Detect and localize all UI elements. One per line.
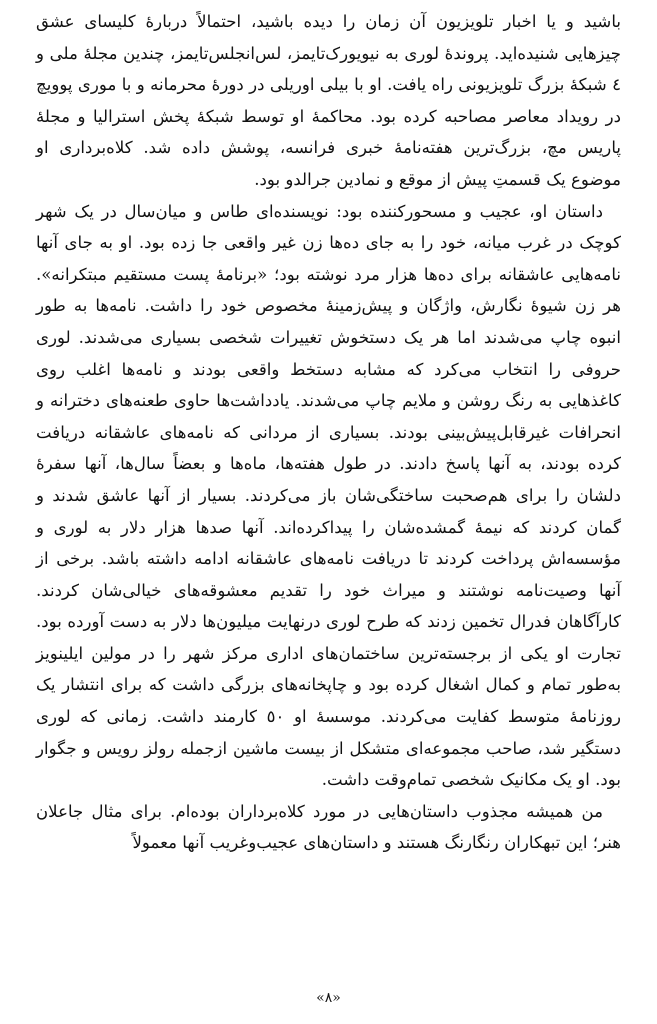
page-number: «٨»: [316, 990, 341, 1006]
paragraph-1: باشید و یا اخبار تلویزیون آن زمان را دیده باشید، احتمالاً دربارهٔ کلیسای عشق چیزهایی شنیده‌اید. پروندهٔ لوری به نیویورک‌تایمز، لس‌انجلس‌تایمز، چندین مجلهٔ ملی و ٤ شبکهٔ بزرگ تلویزیونی راه یافت. او با بیلی اوریلی در دورهٔ محرمانه و با موری پوویچ در رویداد معاصر مصاحبه کرده بود. محاکمهٔ او توسط شبکهٔ پخش استرالیا و مجلهٔ پاریس مچ، بزرگ‌ترین هفته‌نامهٔ خبری فرانسه، پوشش داده شد. کلاه‌برداری او موضوع یک قسمتِ پیش از موقع و نمادین جرالدو بود.: [36, 12, 621, 189]
body-text: [36, 6, 621, 859]
paragraph-2: داستان او، عجیب و مسحورکننده بود: نویسنده‌ای طاس و میان‌سال در یک شهر کوچک در غرب میانه، خود را به جای ده‌ها زن غیر واقعی جا زده بود. او به جای آنها نامه‌هایی عاشقانه برای ده‌ها هزار مرد نوشته بود؛ «برنامهٔ پست مستقیم مبتکرانه». هر زن شیوهٔ نگارش، واژگان و پیش‌زمینهٔ مخصوص خود را داشت. نامه‌ها به طور انبوه چاپ می‌شدند اما هر یک دستخوش تغییرات شخصی بسیاری می‌شدند. لوری حروفی را انتخاب می‌کرد که مشابه دستخط واقعی بودند و نامه‌ها اغلب روی کاغذهایی به رنگ روشن و ملایم چاپ می‌شدند. یادداشت‌ها حاوی طعنه‌های دخترانه و انحرافات غیرقابل‌پیش‌بینی بودند. بسیاری از مردانی که نامه‌های عاشقانه دریافت کرده بودند، به آنها پاسخ دادند. در طول هفته‌ها، ماه‌ها و بعضاً سال‌ها، آنها سفرهٔ دلشان را برای هم‌صحبت ساختگی‌شان باز می‌کردند. بسیار از آنها عاشق شدند و گمان کردند که نیمهٔ گمشده‌شان را پیداکرده‌اند. آنها صدها هزار دلار به لوری و مؤسسه‌اش پرداخت کردند تا دریافت نامه‌های عاشقانه ادامه داشته باشد. برخی از آنها وصیت‌نامه نوشتند و میراث خود را تقدیم معشوقه‌های خیالی‌شان کردند. کارآگاهان فدرال تخمین زدند که طرح لوری درنهایت میلیون‌ها دلار به دست آورده بود. تجارت او یکی از برجسته‌ترین ساختمان‌های اداری مرکز شهر را در مولین ایلینویز به‌طور تمام و کمال اشغال کرده بود و چاپخانه‌های بزرگی داشت که برای انتشار یک روزنامهٔ متوسط کفایت می‌کردند. موسسهٔ او ٥٠ کارمند داشت. زمانی که لوری دستگیر شد، صاحب مجموعه‌ای متشکل از بیست ماشین ازجمله رولز رویس و جگوار بود. او یک مکانیک شخصی تمام‌وقت داشت.: [36, 201, 621, 790]
paragraph-3: من همیشه مجذوب داستان‌هایی در مورد کلاه‌برداران بوده‌ام. برای مثال جاعلان هنر؛ این تبهکاران رنگارنگ هستند و داستان‌های عجیب‌وغریب آنها معمولاً: [36, 801, 621, 853]
